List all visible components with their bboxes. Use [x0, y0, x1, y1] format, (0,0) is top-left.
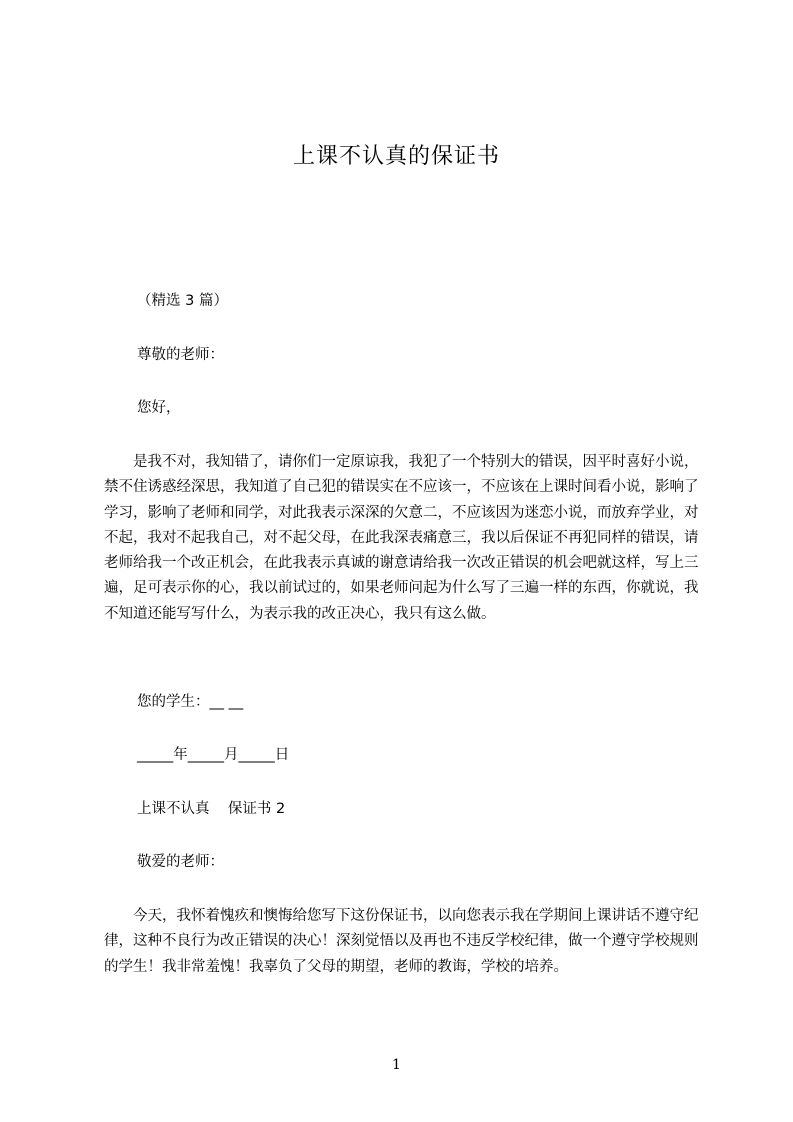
date-line: _____年_____月_____日 [137, 747, 290, 763]
document-subtitle: （精选 3 篇） [137, 293, 228, 309]
section-2-title: 上课不认真 保证书 2 [137, 801, 286, 817]
salutation-1: 尊敬的老师： [137, 347, 224, 363]
body-paragraph-1: 是我不对，我知错了，请你们一定原谅我，我犯了一个特别大的错误，因平时喜好小说，禁不住诱惑经深思，我知道了自己犯的错误实在不应该一，不应该在上课时间看小说，影响了学习，影响了老师和同学，对此我表示深深的欠意二，不应该因为迷恋小说，而放弃学业，对不起，我对不起我自己，对不起父母，在此我深表痛意三，我以后保证不再犯同样的错误，请老师给我一个改正机会，在此我表示真诚的谢意请给我一次改正错误的机会吧就这样，写上三遍，足可表示你的心，我以前试过的，如果老师问起为什么写了三遍一样的东西，你就说，我不知道还能写写什么，为表示我的改正决心，我只有这么做。 [104, 454, 699, 622]
salutation-2: 敬爱的老师： [137, 854, 224, 870]
page-number: 1 [392, 1057, 401, 1073]
document-title: 上课不认真的保证书 [292, 144, 500, 169]
signature-line: 您的学生：__ __ [137, 694, 244, 710]
greeting-1: 您好， [137, 400, 181, 416]
body-paragraph-2: 今天，我怀着愧疚和懊悔给您写下这份保证书，以向您表示我在学期间上课讲话不遵守纪律，这种不良行为改正错误的决心！深刻觉悟以及再也不违反学校纪律，做一个遵守学校规则的学生！我非常羞愧！我辜负了父母的期望，老师的教诲，学校的培养。 [104, 908, 699, 975]
